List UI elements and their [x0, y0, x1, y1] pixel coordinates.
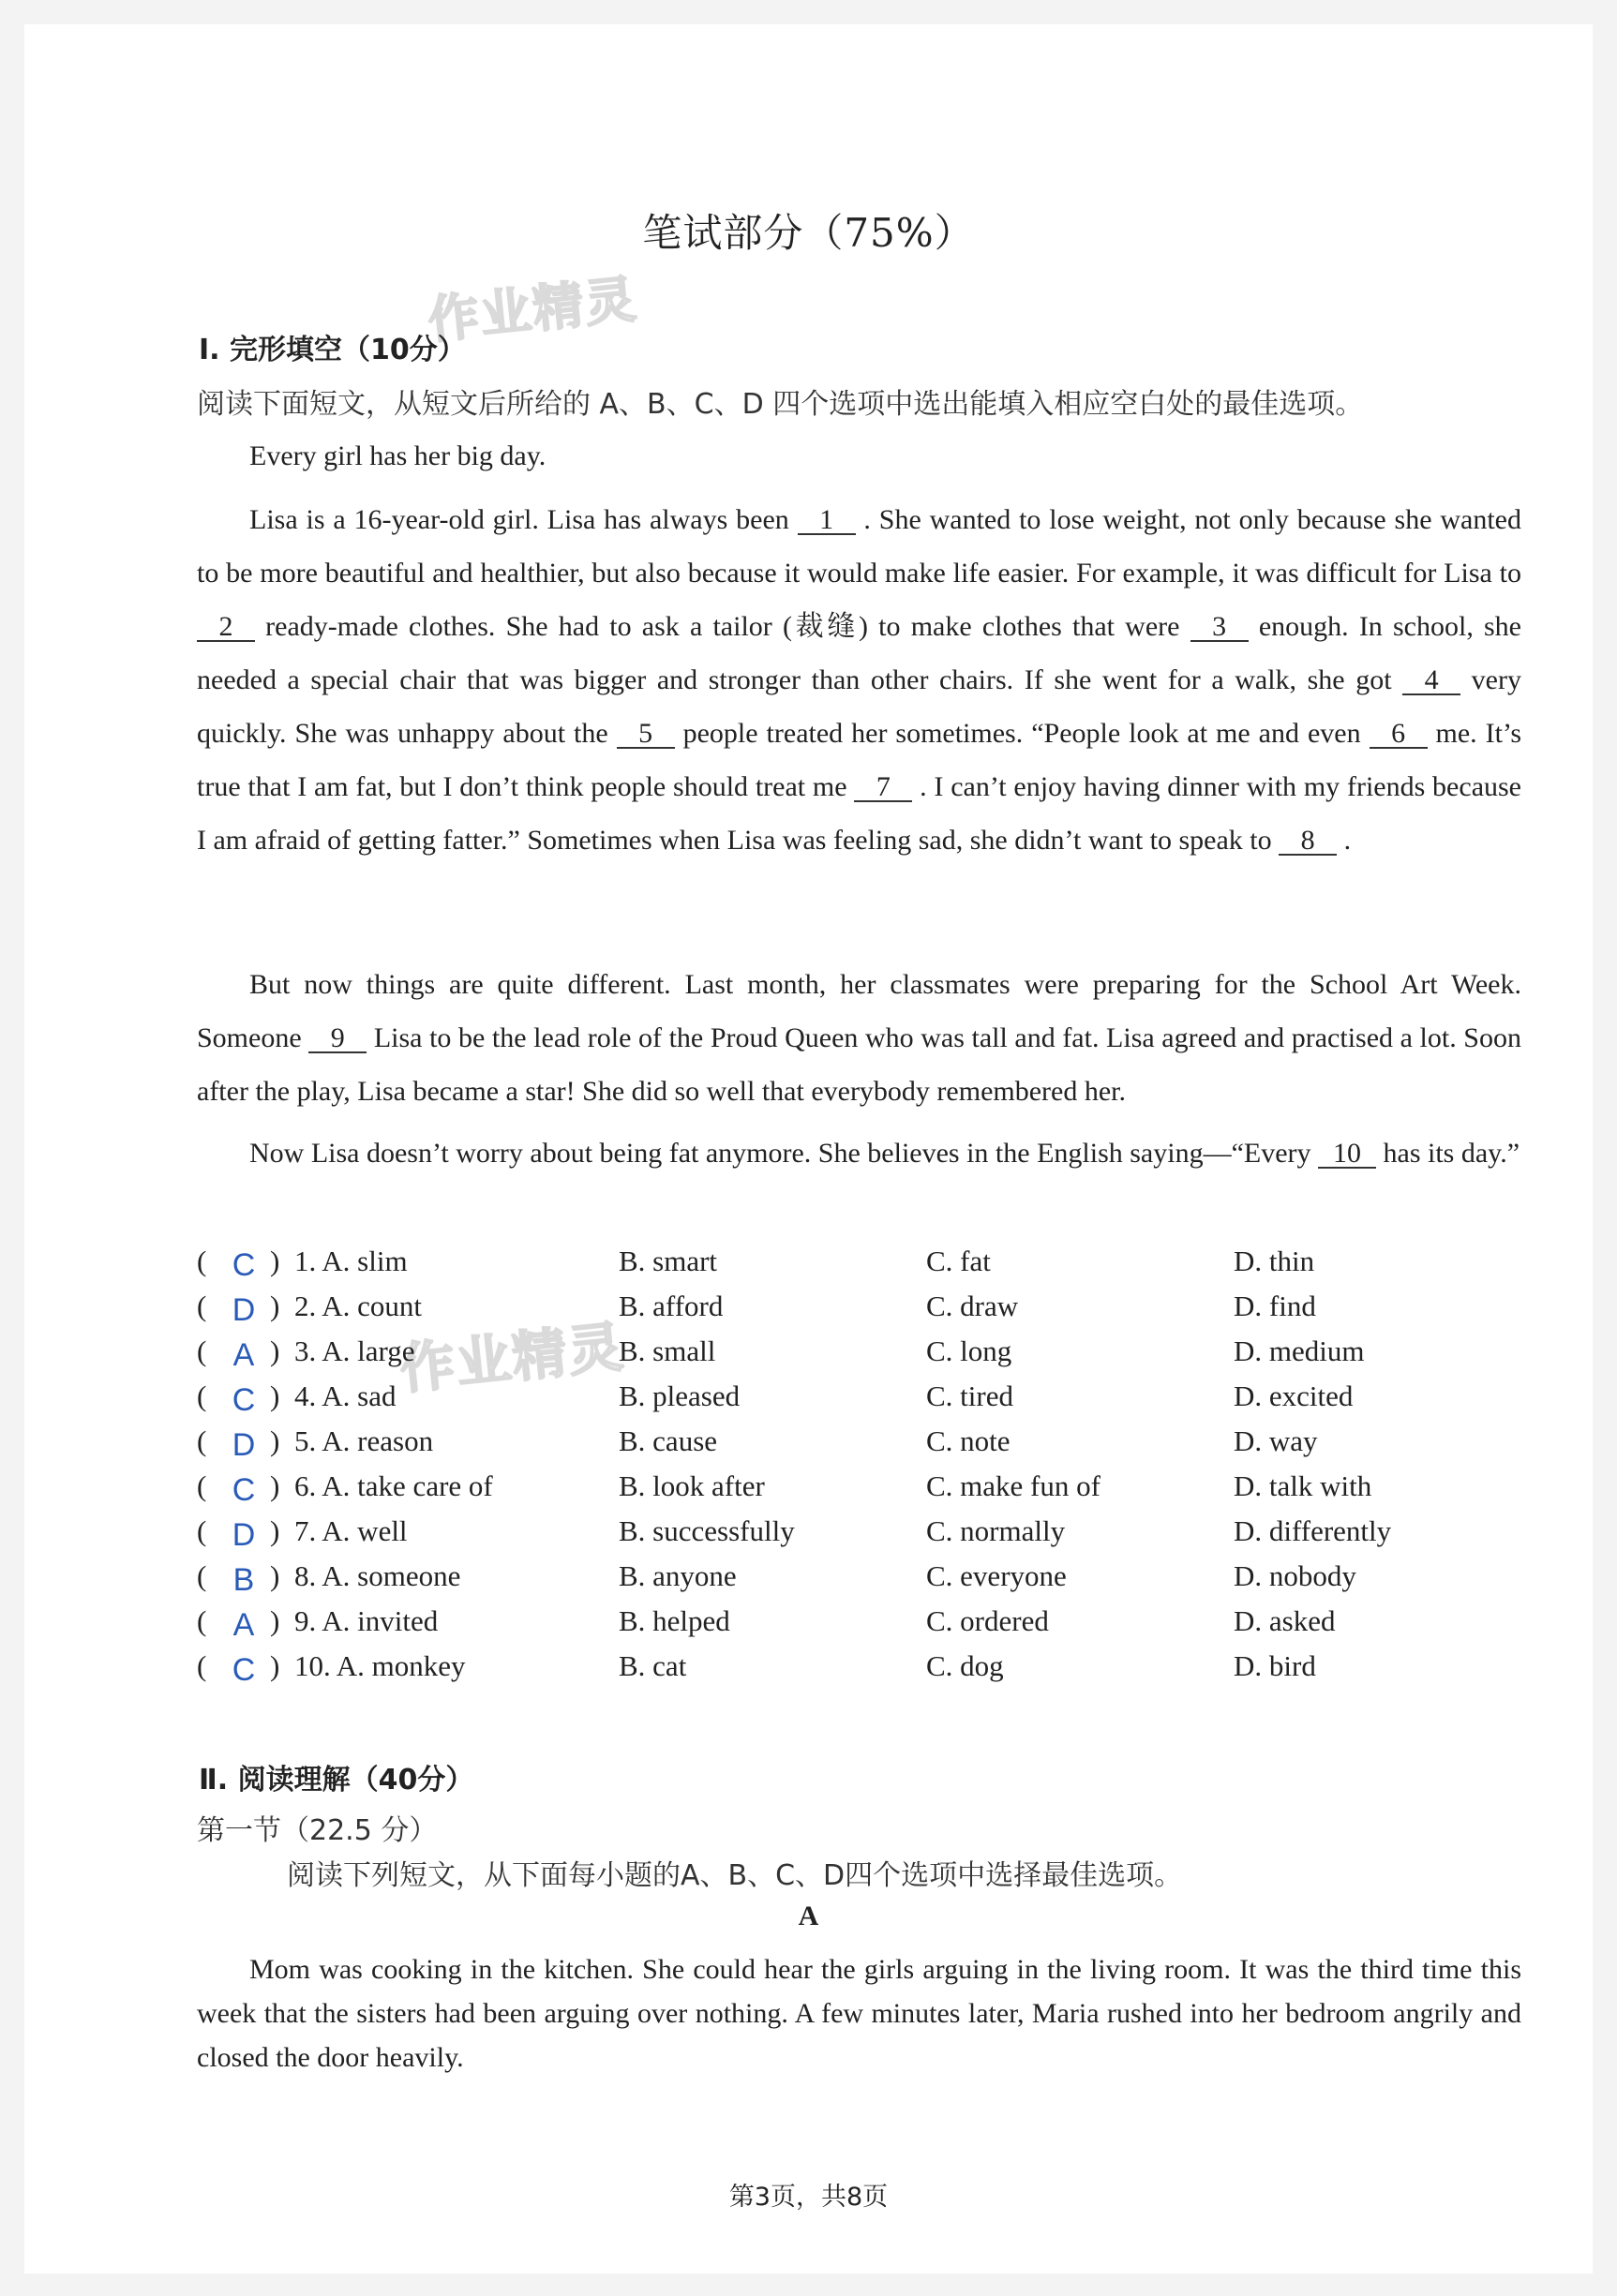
answer-mark: B: [232, 1562, 255, 1598]
blank-4: 4: [1402, 667, 1460, 695]
answer-mark: C: [232, 1652, 256, 1688]
question-3: ( A ) 3. A. large B. small C. long D. medium: [197, 1329, 1528, 1374]
passage-paragraph-4: Now Lisa doesn’t worry about being fat anymore. She believes in the English saying—“Every 10 has its day.”: [249, 1138, 1520, 1169]
blank-7: 7: [854, 774, 912, 802]
question-10: ( C ) 10. A. monkey B. cat C. dog D. bird: [197, 1644, 1528, 1689]
question-6: ( C ) 6. A. take care of B. look after C. make fun of D. talk with: [197, 1464, 1528, 1509]
exam-page: [24, 24, 1593, 2274]
section2-heading: Ⅱ. 阅读理解（40分）: [199, 1764, 474, 1797]
blank-5: 5: [617, 721, 675, 749]
answer-mark: A: [232, 1337, 255, 1373]
passage-intro: [197, 429, 1521, 483]
answer-mark: D: [232, 1517, 256, 1553]
passage-intro-text: Every girl has her big day.: [249, 440, 546, 471]
section1-instruction: 阅读下面短文，从短文后所给的 A、B、C、D 四个选项中选出能填入相应空白处的最佳选项。: [197, 388, 1364, 421]
answer-mark: A: [232, 1607, 255, 1643]
answer-mark: C: [232, 1247, 256, 1283]
blank-9: 9: [308, 1025, 367, 1053]
section1-heading: Ⅰ. 完形填空（10分）: [199, 334, 466, 366]
passage-paragraph-3: But now things are quite different. Last month, her classmates were preparing for the School Art Week. Someone 9 Lisa to be the lead role of the Proud Queen who was tall and fat. Lisa agreed and practised a lot. Soon after the play, Lisa became a star! She did so well that everybody remembered her.: [197, 969, 1521, 1107]
watermark-top: 作业精灵: [425, 269, 641, 350]
answer-mark: D: [232, 1427, 256, 1463]
blank-1: 1: [798, 507, 856, 535]
question-8: ( B ) 8. A. someone B. anyone C. everyone D. nobody: [197, 1554, 1528, 1599]
section2-subheading: 第一节（22.5 分）: [197, 1814, 438, 1847]
blank-8: 8: [1279, 827, 1337, 856]
question-5: ( D ) 5. A. reason B. cause C. note D. way: [197, 1419, 1528, 1464]
watermark-middle: 作业精灵: [397, 1314, 628, 1402]
question-7: ( D ) 7. A. well B. successfully C. normally D. differently: [197, 1509, 1528, 1554]
question-4: ( C ) 4. A. sad B. pleased C. tired D. excited: [197, 1374, 1528, 1419]
answer-mark: C: [232, 1382, 256, 1418]
question-1: ( C ) 1. A. slim B. smart C. fat D. thin: [197, 1239, 1528, 1284]
answer-mark: D: [232, 1292, 256, 1328]
answer-mark: C: [232, 1472, 256, 1508]
blank-2: 2: [197, 614, 255, 642]
question-9: ( A ) 9. A. invited B. helped C. ordered D. asked: [197, 1599, 1528, 1644]
section2-instruction: 阅读下列短文，从下面每小题的A、B、C、D四个选项中选择最佳选项。: [287, 1859, 1183, 1892]
page-title: 笔试部分（75%）: [642, 210, 975, 256]
blank-6: 6: [1370, 721, 1428, 749]
blank-10: 10: [1318, 1141, 1376, 1169]
passage-paragraph-2: Lisa is a 16-year-old girl. Lisa has always been 1 . She wanted to lose weight, not only because she wanted to be more beautiful and healthier, but also because it would make life easier. For example, it was difficult for Lisa to 2 ready-made clothes. She had to ask a tailor (裁缝) to make clothes that were 3 enough. In school, she needed a special chair that was bigger and stronger than other chairs. If she went for a walk, she got 4 very quickly. She was unhappy about the 5 people treated her sometimes. “People look at me and even 6 me. It’s true that I am fat, but I don’t think people should treat me 7 . I can’t enjoy having dinner with my friends because I am afraid of getting fatter.” Sometimes when Lisa was feeling sad, she didn’t want to speak to 8 .: [197, 504, 1521, 856]
passage-a-text: Mom was cooking in the kitchen. She could hear the girls arguing in the living room. It was the third time this week that the sisters had been arguing over nothing. A few minutes later, Maria rushed into her bedroom angrily and closed the door heavily.: [197, 1954, 1521, 2073]
page-number: 第3页，共8页: [728, 2183, 889, 2212]
passage-label: A: [798, 1901, 819, 1931]
blank-3: 3: [1190, 614, 1249, 642]
question-2: ( D ) 2. A. count B. afford C. draw D. find: [197, 1284, 1528, 1329]
